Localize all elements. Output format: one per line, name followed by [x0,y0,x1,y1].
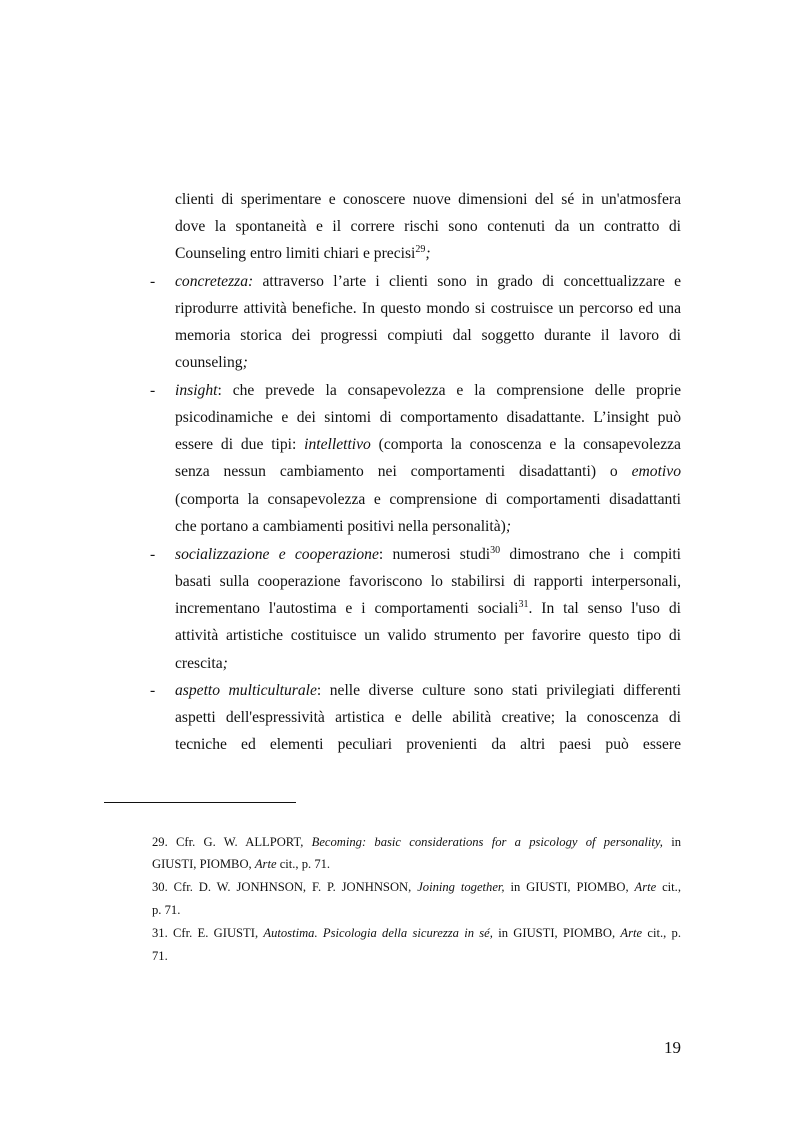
text-line: clienti di sperimentare e conoscere nuove dimensioni del sé in un'atmosfera [175,191,681,208]
footnote-29-cont: GIUSTI, PIOMBO, Arte cit., p. 71. [152,857,331,871]
text-line: basati sulla cooperazione favoriscono lo stabilirsi di rapporti interpersonali, [175,573,681,590]
footnote-31-cont: 71. [152,949,168,963]
bullet-dash: - [150,546,156,563]
text-line: incrementano l'autostima e i comportamenti sociali$^{31}$. In tal senso l'uso di [175,599,681,617]
text-line: psicodinamiche e dei sintomi di comportamento disadattante. L’insight può [175,409,681,426]
text-line: crescita; [175,655,228,672]
text-line: tecniche ed elementi peculiari provenienti da altri paesi può essere [175,736,681,753]
text-line: insight: che prevede la consapevolezza e la comprensione delle proprie [175,382,681,399]
text-line: memoria storica dei progressi compiuti dal soggetto durante il lavoro di [175,327,681,344]
term-socializzazione: socializzazione e cooperazione [175,546,379,563]
page-number: 19 [664,1038,681,1057]
footnote-separator [104,802,296,803]
term-concretezza: concretezza: [175,273,254,290]
footnote-30: 30. Cfr. D. W. JONHNSON, F. P. JONHNSON, Joining together, in GIUSTI, PIOMBO, Arte cit., [152,880,681,894]
text-line: concretezza: attraverso l’arte i clienti sono in grado di concettualizzare e [175,273,681,290]
text-line: essere di due tipi: intellettivo (comporta la conoscenza e la consapevolezza [175,436,681,453]
text-line: dove la spontaneità e il correre rischi sono contenuti da un contratto di [175,218,681,235]
term-multiculturale: aspetto multiculturale [175,682,317,699]
term-insight: insight [175,382,218,399]
footnote-ref-30: 30 [490,545,501,556]
text-line: Counseling entro limiti chiari e precisi$^{29}$; [175,244,431,262]
bullet-dash: - [150,273,156,290]
text-line: aspetti dell'espressività artistica e delle abilità creative; la conoscenza di [175,709,681,726]
text-line: senza nessun cambiamento nei comportamenti disadattanti) o emotivo [175,463,681,480]
text-line: attività artistiche costituisce un valido strumento per favorire questo tipo di [175,627,681,644]
text-line: counseling; [175,354,248,371]
footnote-ref-29: 29 [415,244,426,255]
bullet-dash: - [150,682,156,699]
text-line: (comporta la consapevolezza e comprensione di comportamenti disadattanti [175,491,681,508]
text-line: riprodurre attività benefiche. In questo mondo si costruisce un percorso ed una [175,300,681,317]
footnote-ref-31: 31 [518,599,529,610]
text-line: che portano a cambiamenti positivi nella personalità); [175,518,512,535]
text-line: socializzazione e cooperazione: numerosi studi$^{30}$ dimostrano che i compiti [175,545,681,563]
footnote-30-cont: p. 71. [152,903,181,917]
bullet-dash: - [150,382,156,399]
text-line: aspetto multiculturale: nelle diverse culture sono stati privilegiati differenti [175,682,681,699]
footnote-29: 29. Cfr. G. W. ALLPORT, Becoming: basic considerations for a psicology of personality, in [152,835,681,849]
footnote-31: 31. Cfr. E. GIUSTI, Autostima. Psicologia della sicurezza in sé, in GIUSTI, PIOMBO, Arte cit., p. [152,926,681,940]
